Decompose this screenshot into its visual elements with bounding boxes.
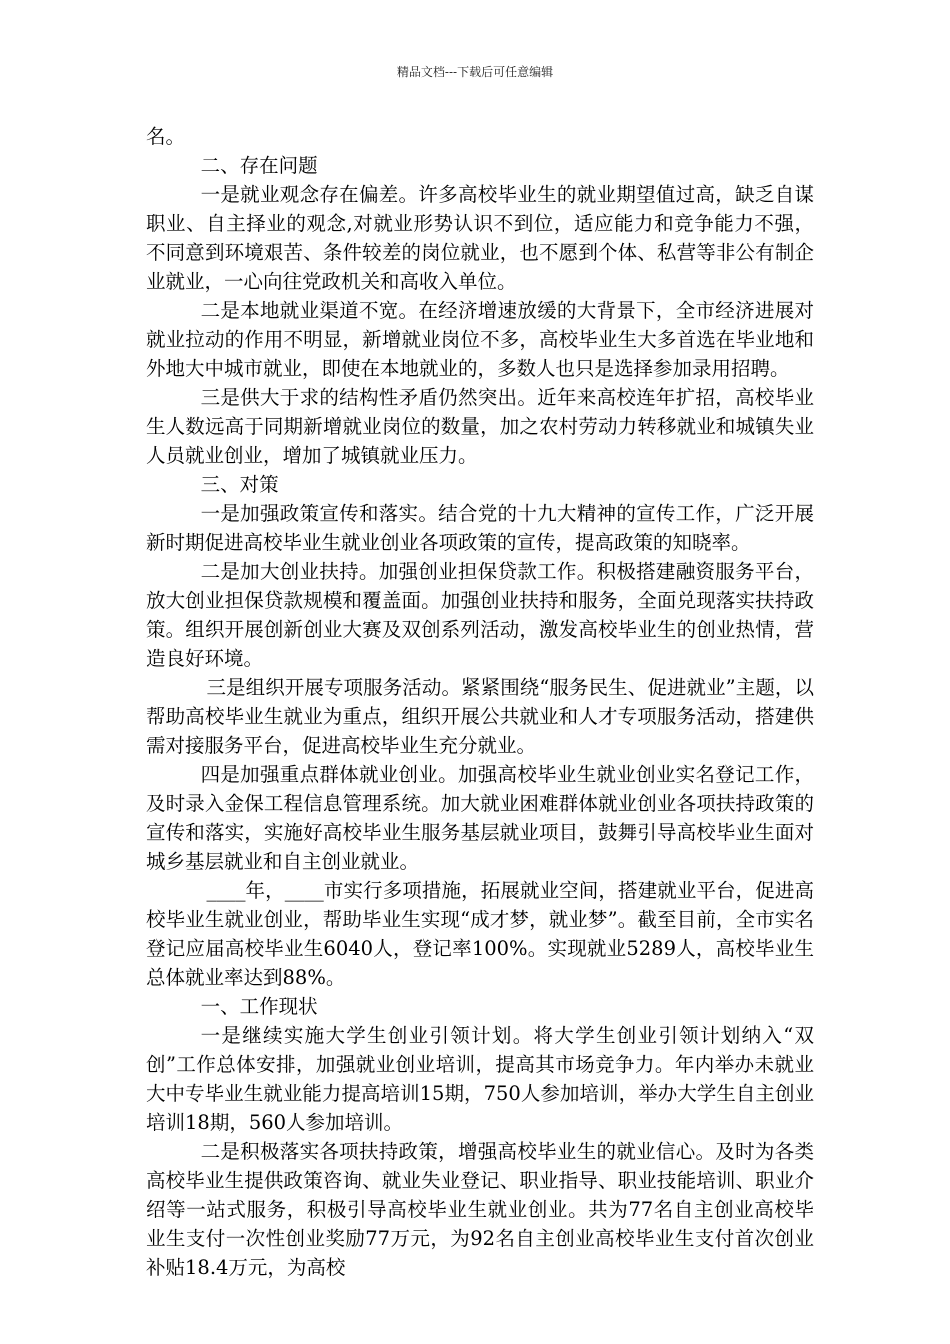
paragraph-measure-1: 一是加强政策宣传和落实。结合党的十九大精神的宣传工作，广泛开展新时期促进高校毕业生就业创业各项政策的宣传，提高政策的知晓率。 bbox=[146, 502, 814, 554]
paragraph-problem-3: 三是供大于求的结构性矛盾仍然突出。近年来高校连年扩招，高校毕业生人数远高于同期新增就业岗位的数量，加之农村劳动力转移就业和城镇失业人员就业创业，增加了城镇就业压力。 bbox=[146, 386, 814, 467]
page-header: 精品文档---下载后可任意编辑 bbox=[396, 65, 554, 79]
paragraph-measure-2: 二是加大创业扶持。加强创业担保贷款工作。积极搭建融资服务平台，放大创业担保贷款规模和覆盖面。加强创业扶持和服务，全面兑现落实扶持政策。组织开展创新创业大赛及双创系列活动，激发高校毕业生的创业热情，营造良好环境。 bbox=[146, 560, 814, 670]
paragraph-continuation: 名。 bbox=[146, 125, 186, 148]
section-heading-countermeasures: 三、对策 bbox=[200, 473, 279, 496]
section-heading-problems: 二、存在问题 bbox=[200, 154, 318, 177]
paragraph-problem-1: 一是就业观念存在偏差。许多高校毕业生的就业期望值过高，缺乏自谋职业、自主择业的观念,对就业形势认识不到位，适应能力和竞争能力不强，不同意到环境艰苦、条件较差的岗位就业，也不愿到个体、私营等非公有制企业就业，一心向往党政机关和高收入单位。 bbox=[146, 183, 814, 293]
paragraph-status-2: 二是积极落实各项扶持政策，增强高校毕业生的就业信心。及时为各类高校毕业生提供政策咨询、就业失业登记、职业指导、职业技能培训、职业介绍等一站式服务，积极引导高校毕业生就业创业。共为77名自主创业高校毕业生支付一次性创业奖励77万元，为92名自主创业高校毕业生支付首次创业补贴18.4万元，为高校 bbox=[146, 1140, 814, 1279]
paragraph-problem-2: 二是本地就业渠道不宽。在经济增速放缓的大背景下，全市经济进展对就业拉动的作用不明显，新增就业岗位不多，高校毕业生大多首选在毕业地和外地大中城市就业，即使在本地就业的，多数人也只是选择参加录用招聘。 bbox=[146, 299, 814, 380]
paragraph-status-1: 一是继续实施大学生创业引领计划。将大学生创业引领计划纳入“双创”工作总体安排，加强就业创业培训，提高其市场竞争力。年内举办未就业大中专毕业生就业能力提高培训15期，750人参加培训，举办大学生自主创业培训18期，560人参加培训。 bbox=[146, 1024, 814, 1134]
paragraph-measure-3: 三是组织开展专项服务活动。紧紧围绕“服务民生、促进就业”主题，以帮助高校毕业生就业为重点，组织开展公共就业和人才专项服务活动，搭建供需对接服务平台，促进高校毕业生充分就业。 bbox=[146, 676, 814, 757]
paragraph-summary: ____年，____市实行多项措施，拓展就业空间，搭建就业平台，促进高校毕业生就业创业，帮助毕业生实现“成才梦，就业梦”。截至目前，全市实名登记应届高校毕业生6040人，登记率100%。实现就业5289人，高校毕业生总体就业率达到88%。 bbox=[146, 879, 814, 989]
paragraph-measure-4: 四是加强重点群体就业创业。加强高校毕业生就业创业实名登记工作，及时录入金保工程信息管理系统。加大就业困难群体就业创业各项扶持政策的宣传和落实，实施好高校毕业生服务基层就业项目，鼓舞引导高校毕业生面对城乡基层就业和自主创业就业。 bbox=[146, 763, 814, 873]
section-heading-status: 一、工作现状 bbox=[200, 995, 318, 1018]
document-body bbox=[146, 122, 814, 1282]
